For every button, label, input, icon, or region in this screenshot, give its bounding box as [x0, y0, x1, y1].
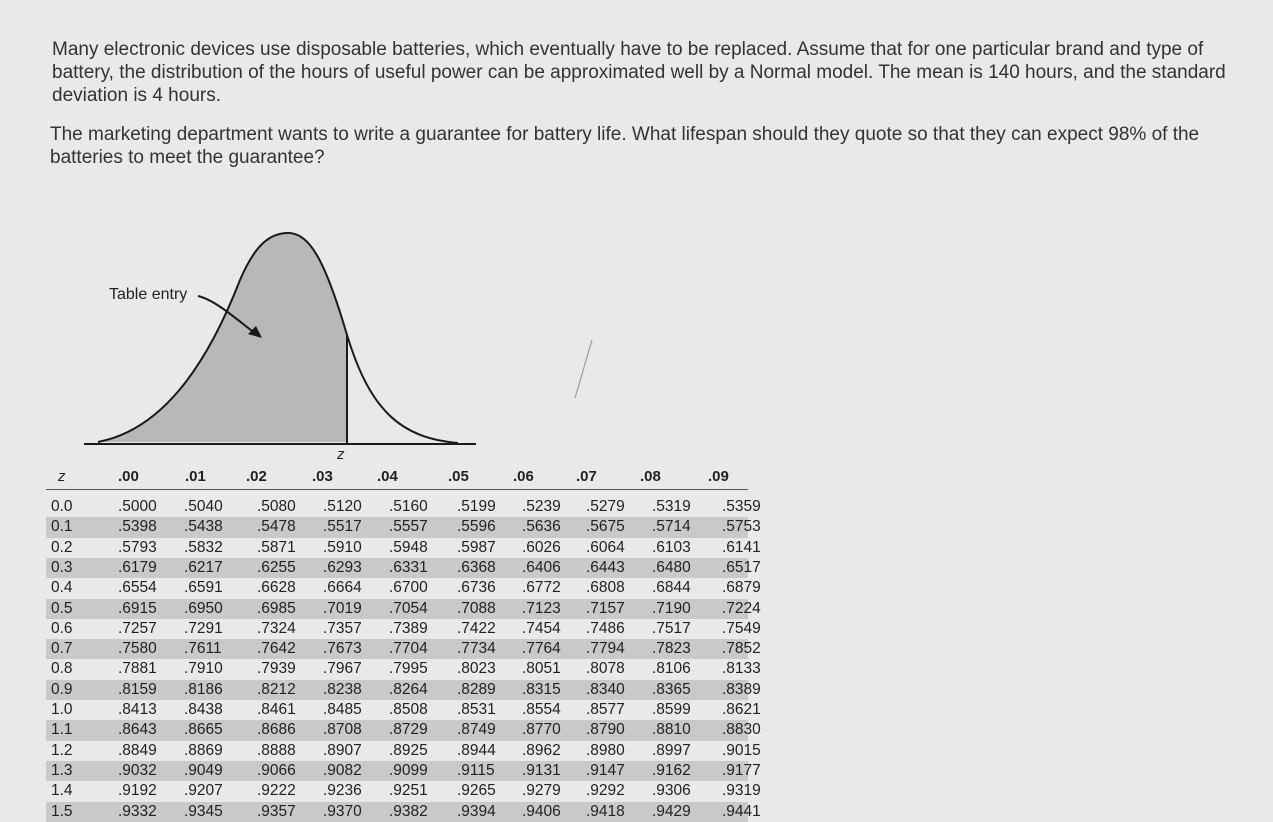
table-cell: .5438 — [184, 518, 223, 536]
table-cell: .7257 — [118, 619, 157, 637]
row-z-value: 1.5 — [51, 802, 73, 820]
table-cell: .5080 — [257, 498, 296, 515]
table-cell: .7517 — [652, 619, 691, 637]
table-cell: .6293 — [323, 558, 362, 576]
table-cell: .5910 — [323, 538, 362, 556]
table-cell: .5793 — [118, 538, 157, 556]
table-cell: .9251 — [389, 782, 428, 800]
table-cell: .5199 — [457, 498, 496, 515]
table-cell: .7224 — [722, 599, 761, 617]
table-cell: .6255 — [257, 558, 296, 576]
table-cell: .8023 — [457, 660, 496, 678]
table-cell: .8389 — [722, 680, 761, 698]
table-cell: .9370 — [323, 802, 362, 820]
table-cell: .8554 — [522, 701, 561, 718]
table-cell: .7910 — [184, 660, 223, 678]
table-cell: .8849 — [118, 741, 157, 759]
table-entry-label: Table entry — [109, 286, 188, 303]
row-z-value: 1.1 — [51, 721, 73, 739]
table-cell: .6844 — [652, 579, 691, 597]
table-cell: .7324 — [257, 619, 296, 637]
table-cell: .9345 — [184, 802, 223, 820]
table-cell: .8078 — [586, 660, 625, 678]
table-cell: .8186 — [184, 680, 223, 698]
table-cell: .8289 — [457, 680, 496, 698]
table-cell: .5319 — [652, 498, 691, 515]
table-cell: .6985 — [257, 599, 296, 617]
row-z-value: 0.2 — [51, 538, 73, 556]
table-cell: .5359 — [722, 498, 761, 515]
row-z-value: 0.6 — [51, 619, 73, 637]
table-cell: .5239 — [522, 498, 561, 515]
table-cell: .9332 — [118, 802, 157, 820]
table-cell: .9115 — [457, 761, 495, 779]
table-cell: .9192 — [118, 782, 157, 800]
table-cell: .8944 — [457, 741, 496, 759]
table-cell: .8531 — [457, 701, 496, 718]
table-cell: .6915 — [118, 599, 157, 617]
table-cell: .7157 — [586, 599, 625, 617]
table-cell: .6879 — [722, 579, 761, 597]
row-z-value: 1.4 — [51, 782, 73, 800]
table-cell: .8264 — [389, 680, 428, 698]
table-cell: .8770 — [522, 721, 561, 739]
table-cell: .9429 — [652, 802, 691, 820]
table-cell: .5871 — [257, 538, 296, 556]
table-cell: .8461 — [257, 701, 296, 718]
column-header: .01 — [185, 468, 206, 485]
table-cell: .6064 — [586, 538, 625, 556]
table-cell: .8508 — [389, 701, 428, 718]
table-cell: .5040 — [184, 498, 223, 515]
table-cell: .6950 — [184, 599, 223, 617]
table-cell: .9222 — [257, 782, 296, 800]
table-cell: .7088 — [457, 599, 496, 617]
column-header: .08 — [640, 468, 661, 485]
table-cell: .7852 — [722, 640, 761, 658]
table-cell: .7019 — [323, 599, 362, 617]
table-cell: .6808 — [586, 579, 625, 597]
table-cell: .5160 — [389, 498, 428, 515]
column-header: .03 — [312, 468, 333, 485]
table-cell: .8106 — [652, 660, 691, 678]
table-cell: .9162 — [652, 761, 691, 779]
row-z-value: 0.7 — [51, 640, 73, 658]
table-cell: .8997 — [652, 741, 691, 759]
table-cell: .7389 — [389, 619, 428, 637]
table-cell: .7190 — [652, 599, 691, 617]
row-z-value: 0.5 — [51, 599, 73, 617]
pen-mark — [575, 340, 592, 398]
table-cell: .8577 — [586, 701, 625, 718]
column-header: .04 — [377, 468, 398, 485]
table-cell: .7291 — [184, 619, 223, 637]
table-cell: .8485 — [323, 701, 362, 718]
table-cell: .7357 — [323, 619, 362, 637]
question-paragraph-2: The marketing department wants to write a guarantee for battery life. What lifespan should they quote so that they can expect 98% of the batteries to meet the guarantee? — [50, 124, 1200, 168]
row-z-value: 1.2 — [51, 741, 73, 759]
table-cell: .6664 — [323, 579, 362, 597]
table-cell: .6443 — [586, 558, 625, 576]
row-z-value: 1.0 — [51, 701, 73, 718]
table-cell: .9292 — [586, 782, 625, 800]
table-cell: .8340 — [586, 680, 625, 698]
table-cell: .8051 — [522, 660, 561, 678]
table-cell: .9131 — [522, 761, 561, 779]
table-cell: .6554 — [118, 579, 157, 597]
table-cell: .8621 — [722, 701, 761, 718]
table-cell: .8238 — [323, 680, 362, 698]
table-cell: .5398 — [118, 518, 157, 536]
table-cell: .6480 — [652, 558, 691, 576]
table-cell: .7939 — [257, 660, 296, 678]
table-cell: .6141 — [722, 538, 761, 556]
table-cell: .6736 — [457, 579, 496, 597]
table-cell: .9082 — [323, 761, 362, 779]
table-cell: .9441 — [722, 802, 761, 820]
table-cell: .8907 — [323, 741, 362, 759]
table-cell: .8212 — [257, 680, 296, 698]
table-cell: .8643 — [118, 721, 157, 739]
z-column-header: z — [58, 468, 66, 485]
table-cell: .8830 — [722, 721, 761, 739]
table-cell: .9319 — [722, 782, 761, 800]
row-z-value: 0.4 — [51, 579, 73, 597]
table-cell: .6026 — [522, 538, 561, 556]
table-cell: .6179 — [118, 558, 157, 576]
table-cell: .8159 — [118, 680, 157, 698]
row-z-value: 0.0 — [51, 498, 73, 515]
table-cell: .6628 — [257, 579, 296, 597]
table-cell: .7794 — [586, 640, 625, 658]
table-cell: .6103 — [652, 538, 691, 556]
table-cell: .7580 — [118, 640, 157, 658]
table-cell: .8980 — [586, 741, 625, 759]
table-cell: .6591 — [184, 579, 223, 597]
row-z-value: 0.8 — [51, 660, 73, 678]
table-cell: .9049 — [184, 761, 223, 779]
table-cell: .7549 — [722, 619, 761, 637]
row-z-value: 0.3 — [51, 558, 73, 576]
table-cell: .8413 — [118, 701, 157, 718]
column-header: .06 — [513, 468, 534, 485]
column-header: .00 — [118, 468, 139, 485]
question-paragraph-1: Many electronic devices use disposable batteries, which eventually have to be replaced. Assume that for one particular brand and type of battery, the distribution of the hours of useful power can be approximated well by a Normal model. The mean is 140 hours, and the standard deviation is 4 hours. — [52, 39, 1226, 106]
header-rule — [46, 489, 748, 490]
table-cell: .7704 — [389, 640, 428, 658]
table-cell: .8749 — [457, 721, 496, 739]
column-header: .02 — [246, 468, 267, 485]
table-cell: .9394 — [457, 802, 496, 820]
column-header: .09 — [708, 468, 729, 485]
table-cell: .5120 — [323, 498, 362, 515]
table-cell: .6217 — [184, 558, 223, 576]
table-cell: .7734 — [457, 640, 496, 658]
table-cell: .5832 — [184, 538, 223, 556]
table-cell: .8925 — [389, 741, 428, 759]
table-cell: .7764 — [522, 640, 561, 658]
table-cell: .6331 — [389, 558, 428, 576]
row-z-value: 0.9 — [51, 680, 73, 698]
table-cell: .8708 — [323, 721, 362, 739]
table-cell: .7881 — [118, 660, 157, 678]
table-cell: .9236 — [323, 782, 362, 800]
table-cell: .8133 — [722, 660, 761, 678]
table-cell: .8729 — [389, 721, 428, 739]
z-axis-label: z — [337, 446, 345, 463]
row-z-value: 0.1 — [51, 518, 73, 536]
table-cell: .8962 — [522, 741, 561, 759]
table-cell: .7422 — [457, 619, 496, 637]
table-cell: .8599 — [652, 701, 691, 718]
table-cell: .9066 — [257, 761, 296, 779]
table-cell: .9147 — [586, 761, 625, 779]
column-header: .07 — [576, 468, 597, 485]
table-cell: .9032 — [118, 761, 157, 779]
table-cell: .7642 — [257, 640, 296, 658]
table-cell: .6406 — [522, 558, 561, 576]
table-cell: .6517 — [722, 558, 761, 576]
table-cell: .5557 — [389, 518, 428, 536]
shaded-area — [98, 233, 347, 442]
table-cell: .7995 — [389, 660, 428, 678]
table-cell: .7054 — [389, 599, 428, 617]
table-cell: .5753 — [722, 518, 761, 536]
table-cell: .7123 — [522, 599, 561, 617]
table-cell: .7673 — [323, 640, 362, 658]
row-z-value: 1.3 — [51, 761, 73, 779]
table-cell: .5478 — [257, 518, 296, 536]
table-cell: .5987 — [457, 538, 496, 556]
table-cell: .5517 — [323, 518, 362, 536]
table-cell: .8888 — [257, 741, 296, 759]
table-cell: .6772 — [522, 579, 561, 597]
table-cell: .9306 — [652, 782, 691, 800]
table-cell: .9099 — [389, 761, 428, 779]
table-cell: .6368 — [457, 558, 496, 576]
table-cell: .9279 — [522, 782, 561, 800]
table-cell: .8315 — [522, 680, 561, 698]
table-cell: .9207 — [184, 782, 223, 800]
table-cell: .8365 — [652, 680, 691, 698]
table-cell: .9265 — [457, 782, 496, 800]
table-cell: .7611 — [184, 640, 222, 658]
table-cell: .5596 — [457, 518, 496, 536]
table-cell: .8665 — [184, 721, 223, 739]
table-cell: .8438 — [184, 701, 223, 718]
table-cell: .9406 — [522, 802, 561, 820]
table-cell: .9382 — [389, 802, 428, 820]
table-cell: .7823 — [652, 640, 691, 658]
table-cell: .5714 — [652, 518, 691, 536]
table-cell: .8810 — [652, 721, 691, 739]
table-cell: .5000 — [118, 498, 157, 515]
table-cell: .7486 — [586, 619, 625, 637]
table-cell: .5675 — [586, 518, 625, 536]
table-cell: .9015 — [722, 741, 761, 759]
table-cell: .8869 — [184, 741, 223, 759]
table-cell: .7967 — [323, 660, 362, 678]
table-cell: .9418 — [586, 802, 625, 820]
table-cell: .5948 — [389, 538, 428, 556]
table-cell: .9177 — [722, 761, 761, 779]
table-cell: .7454 — [522, 619, 561, 637]
table-cell: .6700 — [389, 579, 428, 597]
table-cell: .5279 — [586, 498, 625, 515]
column-header: .05 — [448, 468, 469, 485]
table-cell: .5636 — [522, 518, 561, 536]
table-cell: .8790 — [586, 721, 625, 739]
table-cell: .9357 — [257, 802, 296, 820]
table-cell: .8686 — [257, 721, 296, 739]
